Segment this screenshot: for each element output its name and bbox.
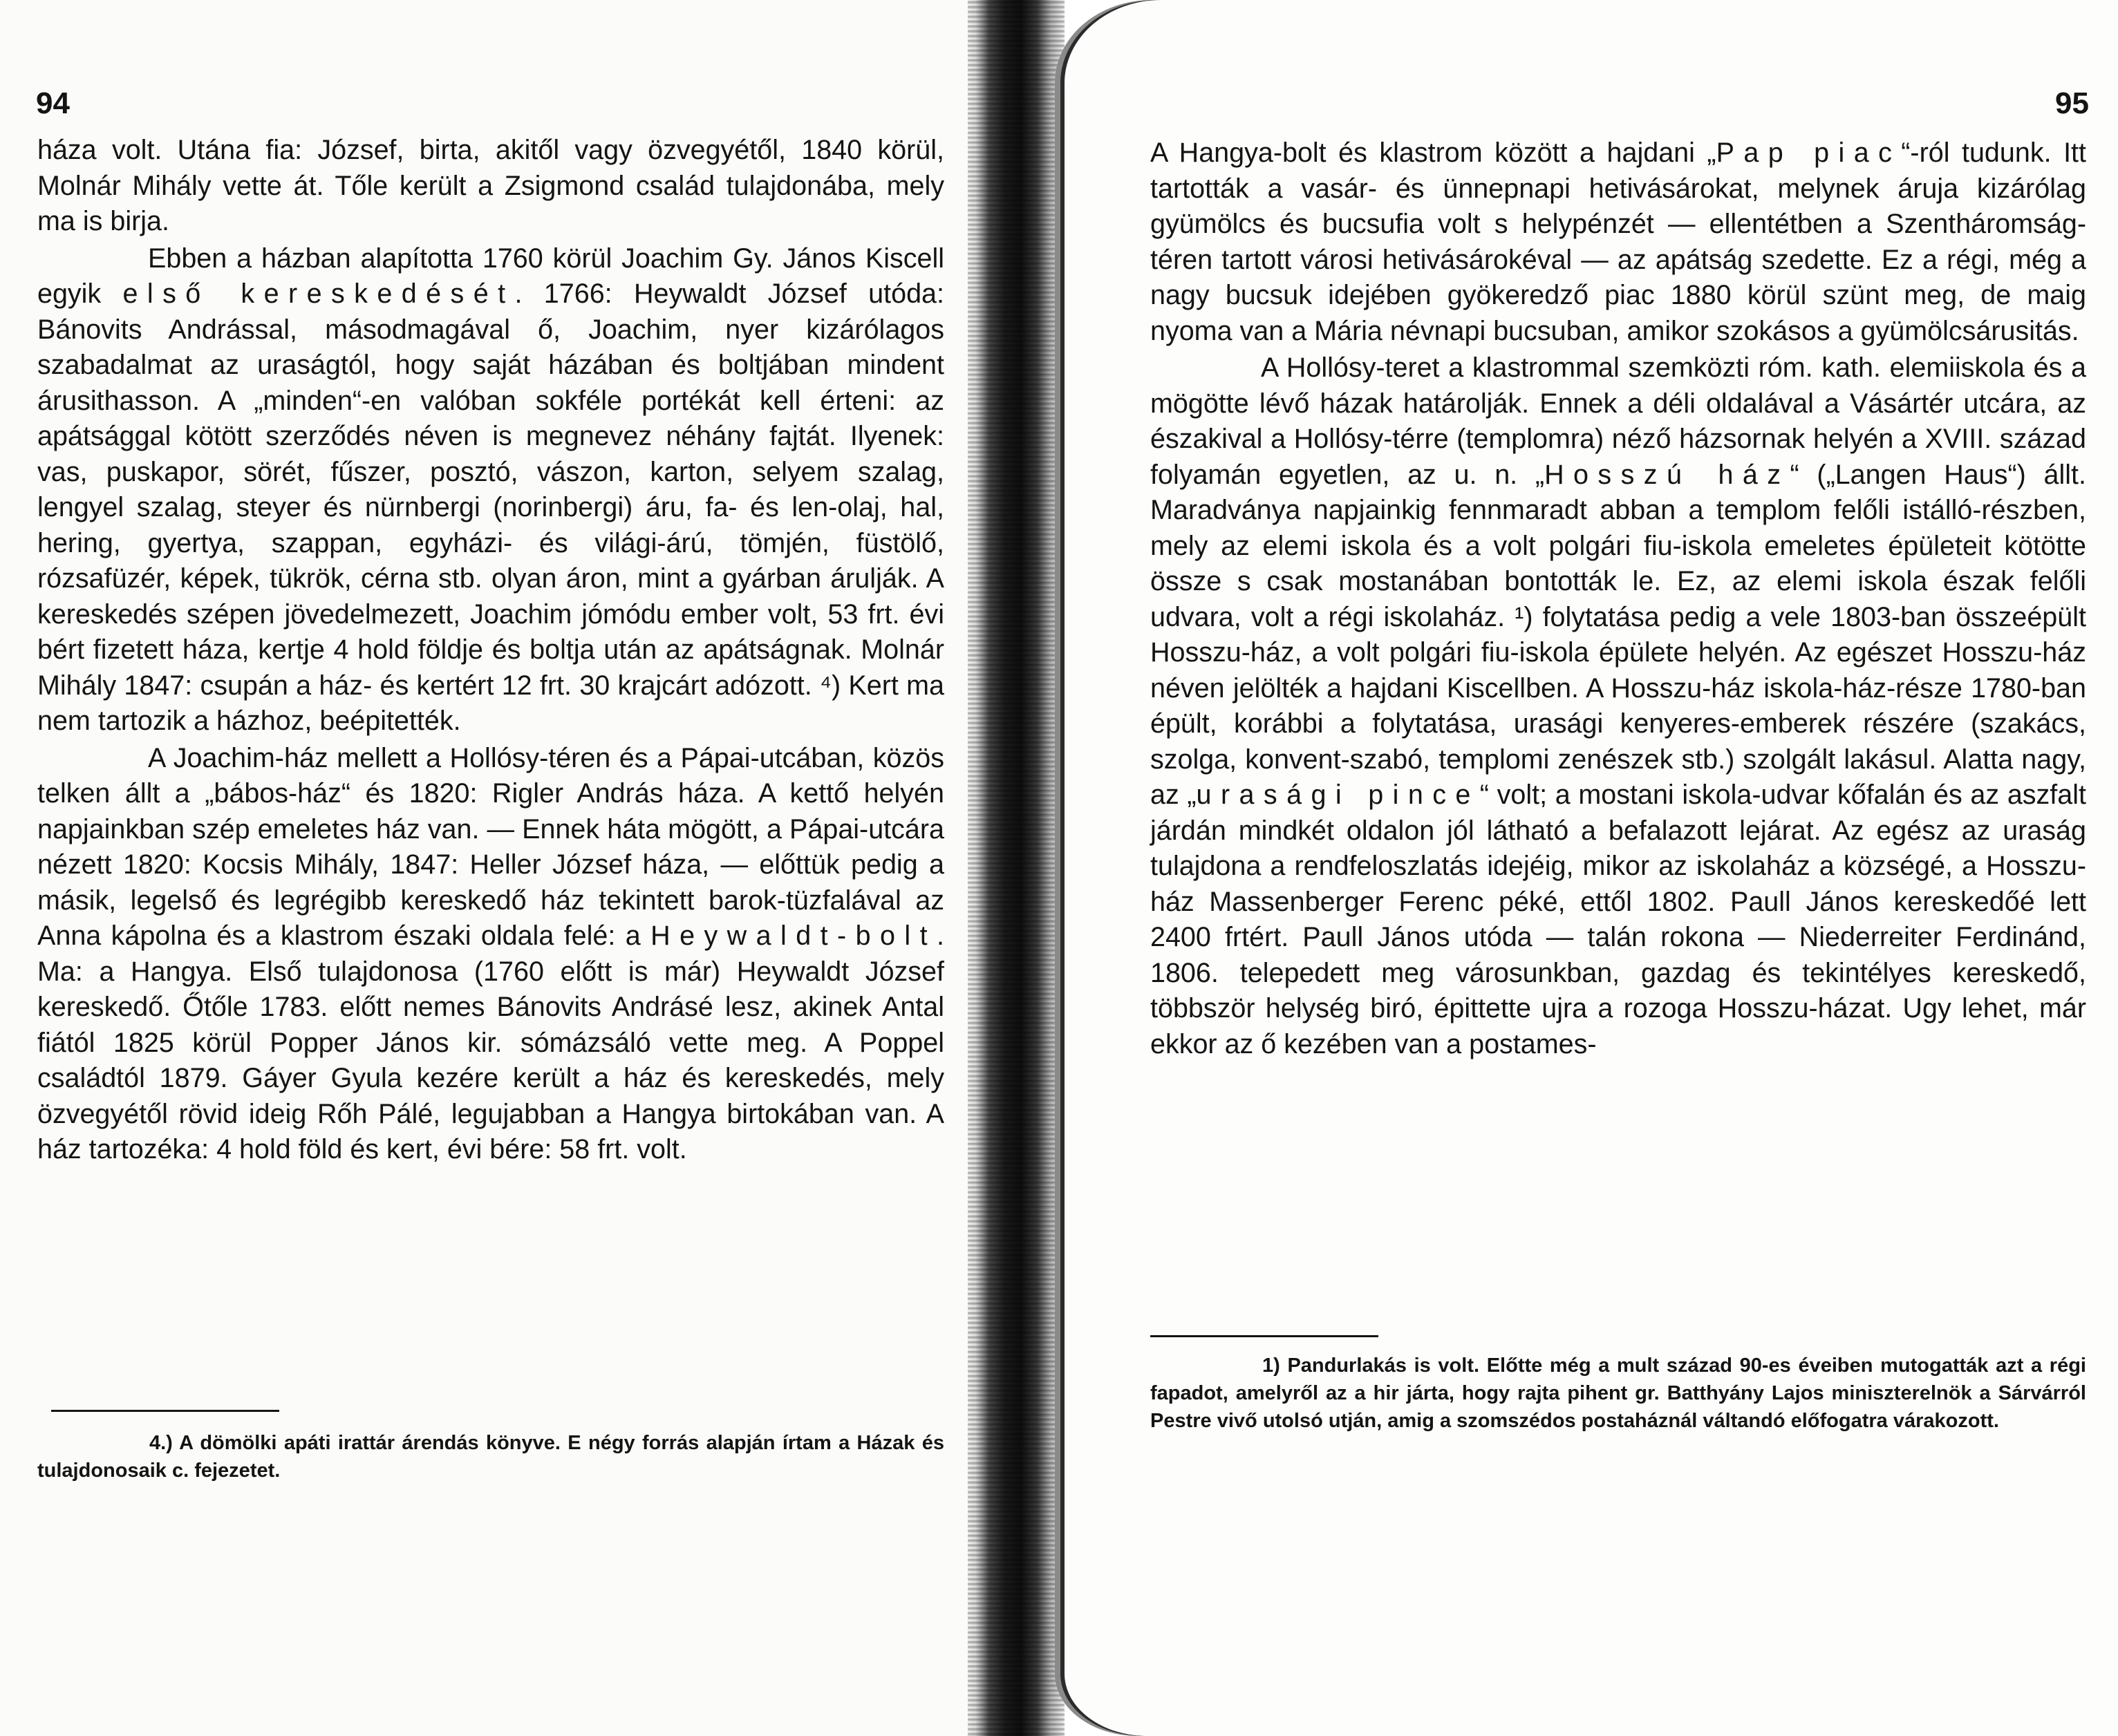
footnote-text-right: 1) Pandurlakás is volt. Előtte még a mult század 90-es éveiben mutogatták azt a régi fapadot, amelyről az a hir járta, hogy rajta pihent gr. Batthyány Lajos miniszterelnök a Sárvárról Pestre vivő utolsó utján, amig a szomszédos postaháznál váltandó előfogatra várakozott. [1150, 1355, 2086, 1432]
text-run: . 1766: Heywaldt József utóda: Bánovits Andrással, másodmagával ő, Joachim, nyer kizárólagos szabadalmat az uraságtól, hogy saját házában és boltjában mindent árusithasson. A „minden“-en valóban sokféle portékát kell érteni: az apátsággal kötött szerződés néven is megnevez néhány fajtát. Ilyenek: vas, puskapor, sörét, fűszer, posztó, vászon, karton, selyem szalag, lengyel szalag, steyer és nürnbergi (norinbergi) áru, fa- és len-olaj, hal, hering, gyertya, szappan, egyházi- és világi-árú, tömjén, füstölő, rózsafüzér, képek, tükrök, cérna stb. olyan áron, mint a gyárban árulják. A kereskedés szépen jövedelmezett, Joachim jómódu ember volt, 53 frt. évi bért fizetett háza, kertje 4 hold földje és boltja után az apátságnak. Molnár Mihály 1847: csupán a ház- és kertért 12 frt. 30 krajcárt adózott. ⁴) Kert ma nem tartozik a házhoz, beépitették. [37, 279, 944, 736]
text-run: A Hangya-bolt és klastrom között a hajdani „ [1150, 138, 1716, 168]
body-text-right [1150, 135, 2086, 1062]
footnote-rule-left [51, 1410, 279, 1412]
page-number-left: 94 [36, 86, 70, 120]
footnote-right [1150, 1352, 2086, 1435]
paragraph [1150, 350, 2086, 1062]
text-run: “ volt; a mostani iskola-udvar kőfalán és az aszfalt járdán mindkét oldalon jól látható a befalazott lejárat. Az egész az uraság tulajdona a rendfeloszlatás idejéig, mikor az iskolaház a községé, a Hosszu-ház Massenberger Ferenc péké, ettől 1802. Paull János kereskedőé lett 2400 frtért. Paull János utóda — talán rokona — Niederreiter Ferdinánd, 1806. telepedett meg városunkban, gazdag és tekintélyes kereskedő, többször helység biró, épittette ujra a rozoga Hosszu-házat. Ugy lehet, már ekkor az ő kezében van a postames- [1150, 780, 2086, 1059]
spaced-emphasis: urasági pince [1196, 780, 1480, 810]
spaced-emphasis: Pap piac [1716, 138, 1902, 168]
text-run: A Hollósy-teret a klastrommal szemközti róm. kath. elemiiskola és a mögötte lévő házak határolják. Ennek a déli oldalával a Vásártér utcára, az északival a Hollósy-térre (templomra) néző házsornak helyén a XVIII. század folyamán egyetlen, az u. n. „ [1150, 352, 2086, 490]
footnote-left [37, 1429, 944, 1484]
body-text-left [37, 133, 944, 1168]
paragraph [37, 241, 944, 739]
left-page [0, 0, 968, 1736]
spaced-emphasis: első kereskedését [122, 279, 515, 309]
text-run: “-ról tudunk. Itt tartották a vasár- és ünnepnapi hetivásárokat, melynek áruja kizárólag gyümölcs és bucsufia volt s helypénzét — ellentétben a Szentháromság-téren tartott városi hetivásárokéval — az apátság szedette. Ez a régi, még a nagy bucsuk idejében gyökeredző piac 1880 körül szünt meg, de maig nyoma van a Mária névnapi bucsuban, amikor szokásos a gyümölcsárusitás. [1150, 138, 2086, 346]
paragraph [37, 133, 944, 240]
paragraph [1150, 135, 2086, 349]
book-gutter [968, 0, 1065, 1736]
paragraph [37, 741, 944, 1168]
text-run: Ebben a házban alapította 1760 körül Joachim Gy. János Kiscell egyik [37, 243, 944, 309]
text-run: A Joachim-ház mellett a Hollósy-téren és a Pápai-utcában, közös telken állt a „bábos-ház“ és 1820: Rigler András háza. A kettő helyén napjainkban szép emeletes ház van. — Ennek háta mögött, a Pápai-utcára nézett 1820: Kocsis Mihály, 1847: Heller József háza, — előttük pedig a másik, legelső és legrégibb kereskedő ház tekintett barok-tüzfalával az Anna kápolna és a klastrom északi oldala felé: a [37, 742, 944, 951]
spaced-emphasis: Heywaldt-bolt [650, 921, 937, 951]
text-run: . Ma: a Hangya. Első tulajdonosa (1760 előtt is már) Heywaldt József kereskedő. Őtőle 1783. előtt nemes Bánovits Andrásé lesz, akinek Antal fiától 1825 körül Popper János kir. sómázsáló vette meg. A Poppel családtól 1879. Gáyer Gyula kezére került a ház és kereskedés, mely özvegyétől rövid ideig Rőh Pálé, legujabban a Hangya birtokában van. A ház tartozéka: 4 hold föld és kert, évi bére: 58 frt. volt. [37, 921, 944, 1164]
text-run: “ („Langen Haus“) állt. Maradványa napjainkig fennmaradt abban a templom felőli istálló-részben, mely az elemi iskola és a volt polgári fiu-iskola emeletes épületeit kötötte össze s csak mostanában bontották le. Ez, az elemi iskola észak felőli udvara, volt a régi iskolaház. ¹) folytatása pedig a vele 1803-ban összeépült Hosszu-ház, a volt polgári fiu-iskola épülete helyén. Az egészet Hosszu-ház néven jelölték a hajdani Kiscellben. A Hosszu-ház iskola-ház-része 1780-ban épült, korábbi a folytatása, urasági kenyeres-emberek részére (szakács, szolga, konvent-szabó, templomi zenészek stb.) szolgált lakásul. Alatta nagy, az „ [1150, 459, 2086, 810]
right-page [1065, 0, 2118, 1736]
text-run: háza volt. Utána fia: József, birta, akitől vagy özvegyétől, 1840 körül, Molnár Mihály vette át. Tőle került a Zsigmond család tulajdonába, mely ma is birja. [37, 135, 944, 236]
footnote-text-left: 4.) A dömölki apáti irattár árendás könyve. E négy forrás alapján írtam a Házak és tulajdonosaik c. fejezetet. [37, 1432, 944, 1482]
page-number-right: 95 [2055, 86, 2089, 120]
footnote-rule-right [1150, 1335, 1378, 1337]
spaced-emphasis: Hosszú ház [1544, 459, 1790, 490]
